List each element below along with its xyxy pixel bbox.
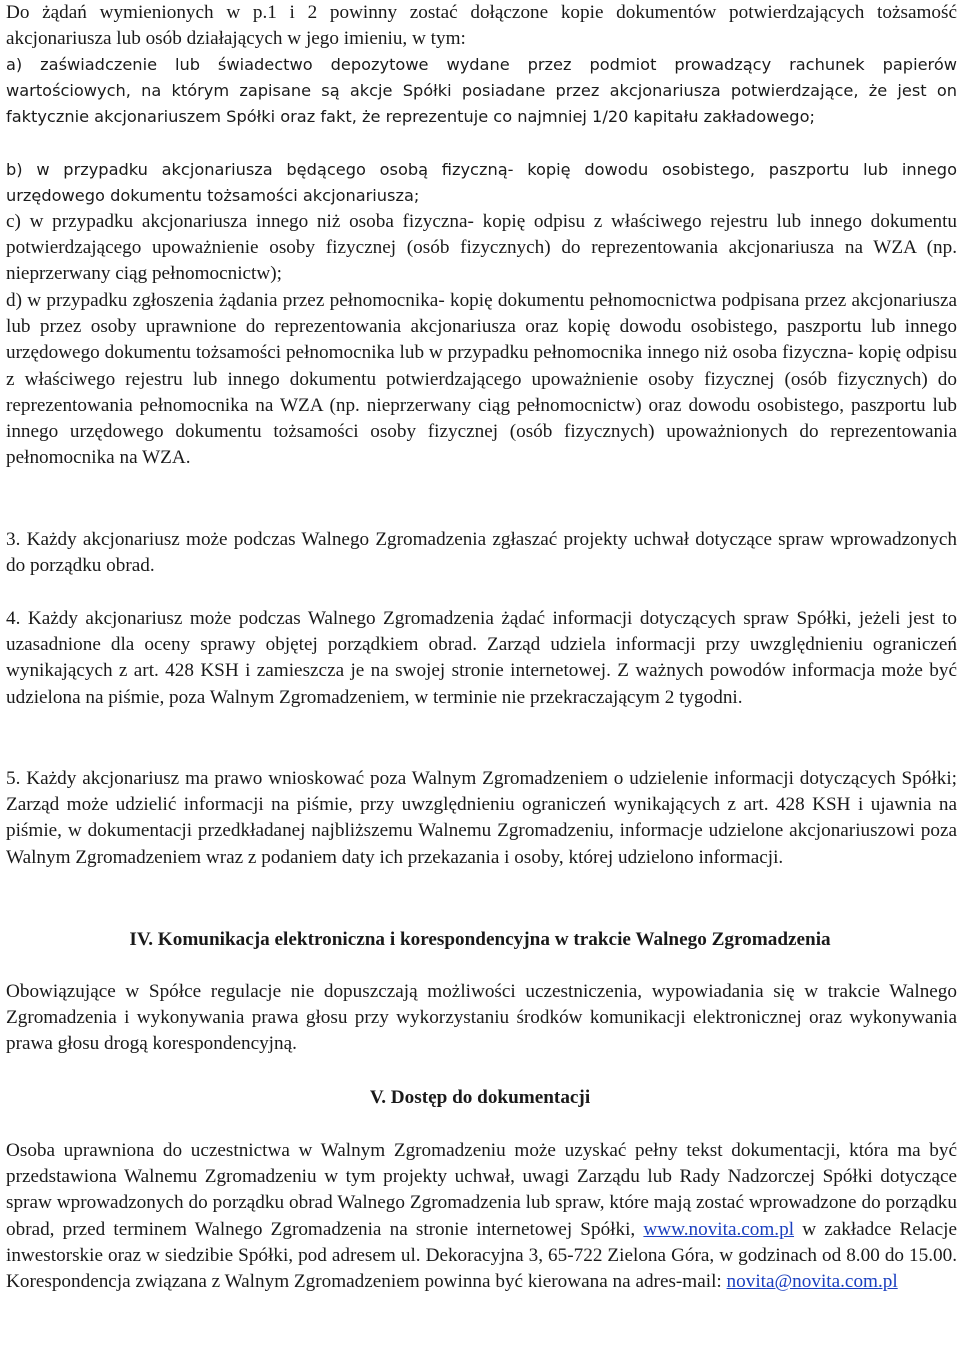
- list-item-a: a) zaświadczenie lub świadectwo depozytowe wydane przez podmiot prowadzący rachunek papierów wartościowych, na którym zapisane są akcje Spółki posiadane przez akcjonariusza potwierdzające, że jest on faktycznie akcjonariuszem Spółki oraz fakt, że reprezentuje co najmniej 1/20 kapitału zakładowego;: [6, 55, 957, 127]
- section-v-body-part1: Osoba uprawniona do uczestnictwa w Walnym Zgromadzeniu może uzyskać pełny tekst dokumentacji, która ma być przedstawiona Walnemu Zgromadzeniu w tym projekty uchwał, uwagi Zarządu lub Rady Nadzorczej Spółki dotyczące spraw wprowadzonych do porządku obrad Walnego Zgromadzenia lub spraw, które mają zostać wprowadzone do porządku obrad, przed terminem Walnego Zgromadzenia na stronie internetowej Spółki,: [6, 1140, 957, 1240]
- point-3: 3. Każdy akcjonariusz może podczas Walnego Zgromadzenia zgłaszać projekty uchwał dotyczące spraw wprowadzonych do porządku obrad.: [6, 529, 957, 577]
- point-5: 5. Każdy akcjonariusz ma prawo wnioskować poza Walnym Zgromadzeniem o udzielenie informacji dotyczących Spółki; Zarząd może udzielić informacji na piśmie, przy uwzględnieniu ograniczeń wynikających z art. 428 KSH i ujawnia na piśmie, w dokumentacji przedkładanej najbliższemu Walnemu Zgromadzeniu, informacje udzielone akcjonariuszowi poza Walnym Zgromadzeniem wraz z podaniem daty ich przekazania i osoby, której udzielono informacji.: [6, 768, 957, 868]
- website-link[interactable]: www.novita.com.pl: [643, 1218, 795, 1240]
- section-iv-heading: IV. Komunikacja elektroniczna i korespondencyjna w trakcie Walnego Zgromadzenia: [129, 929, 831, 950]
- section-v-heading: V. Dostęp do dokumentacji: [369, 1087, 591, 1108]
- section-iv-body: Obowiązujące w Spółce regulacje nie dopuszczają możliwości uczestniczenia, wypowiadania się w trakcie Walnego Zgromadzenia i wykonywania prawa głosu przy wykorzystaniu środków komunikacji elektronicznej oraz wykonywania prawa głosu drogą korespondencyjną.: [6, 981, 957, 1055]
- email-link[interactable]: novita@novita.com.pl: [726, 1271, 898, 1293]
- section-v-body: [6, 1138, 957, 1295]
- list-item-d: d) w przypadku zgłoszenia żądania przez pełnomocnika- kopię dokumentu pełnomocnictwa podpisana przez akcjonariusza lub przez osoby uprawnione do reprezentowania akcjonariusza oraz kopię dowodu osobistego, paszportu lub innego urzędowego dokumentu tożsamości pełnomocnika lub w przypadku pełnomocnika innego niż osoba fizyczna- kopię odpisu z właściwego rejestru lub innego dokumentu potwierdzającego upoważnienie osoby fizycznej (osób fizycznych) do reprezentowania pełnomocnika na WZA (np. nieprzerwany ciąg pełnomocnictw) oraz dowodu osobistego, paszportu lub innego urzędowego dokumentu tożsamości osoby fizycznej (osób fizycznych) upoważnionych do reprezentowania pełnomocnika na WZA.: [6, 290, 957, 469]
- list-item-b: b) w przypadku akcjonariusza będącego osobą fizyczną- kopię dowodu osobistego, paszportu lub innego urzędowego dokumentu tożsamości akcjonariusza;: [6, 160, 957, 206]
- section-v-body-part2: w zakładce Relacje inwestorskie oraz w siedzibie Spółki, pod adresem ul. Dekoracyjna 3, 65-722 Zielona Góra, w godzinach od 8.00 do 15.00. Korespondencja związana z Walnym Zgromadzeniem powinna być kierowana na adres-mail:: [6, 1218, 957, 1293]
- list-item-c: c) w przypadku akcjonariusza innego niż osoba fizyczna- kopię odpisu z właściwego rejestru lub innego dokumentu potwierdzającego upoważnienie osoby fizycznej (osób fizycznych) do reprezentowania akcjonariusza na WZA (np. nieprzerwany ciąg pełnomocnictw);: [6, 211, 957, 285]
- intro-paragraph: Do żądań wymienionych w p.1 i 2 powinny zostać dołączone kopie dokumentów potwierdzających tożsamość akcjonariusza lub osób działających w jego imieniu, w tym:: [6, 2, 957, 50]
- point-4: 4. Każdy akcjonariusz może podczas Walnego Zgromadzenia żądać informacji dotyczących spraw Spółki, jeżeli jest to uzasadnione dla oceny sprawy objętej porządkiem obrad. Zarząd udziela informacji przy uwzględnieniu ograniczeń wynikających z art. 428 KSH i zamieszcza je na swojej stronie internetowej. Z ważnych powodów informacja może być udzielona na piśmie, poza Walnym Zgromadzeniem, w terminie nie przekraczającym 2 tygodni.: [6, 608, 957, 708]
